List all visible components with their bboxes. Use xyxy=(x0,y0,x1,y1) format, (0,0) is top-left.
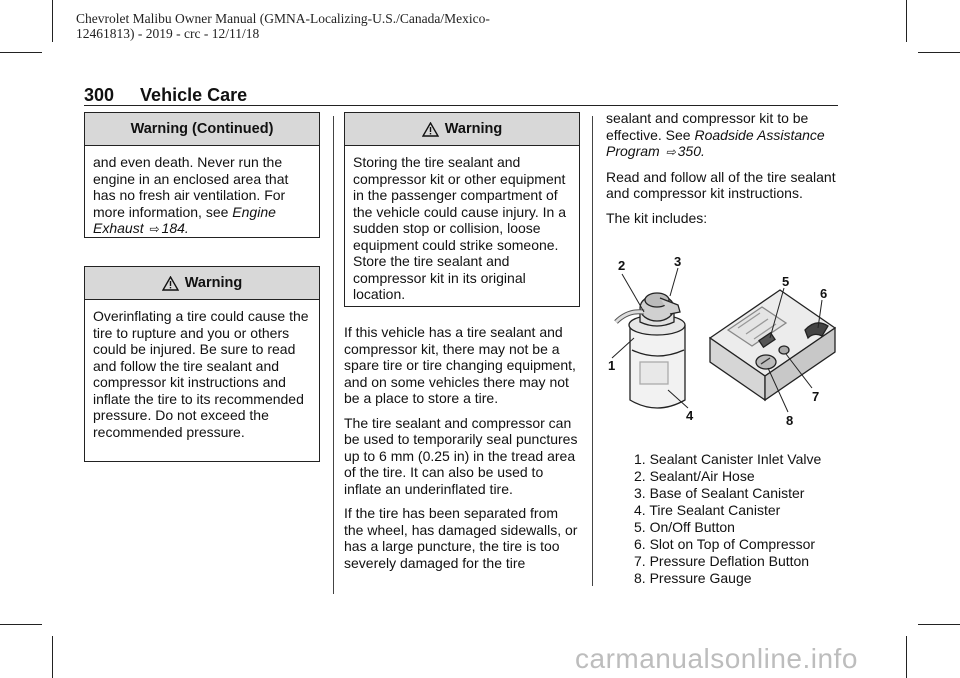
paragraph-text: sealant and compressor kit to be effective. See xyxy=(606,110,809,143)
callout-2: 2 xyxy=(618,258,626,273)
crop-mark xyxy=(0,624,42,625)
paragraph: The tire sealant and compressor can be used to temporarily seal punctures up to 6 mm (0.25 in) in the tread area of the tire. It can also be used to inflate an underinflated tire. xyxy=(344,414,578,497)
warning-continued-text: and even death. Never run the engine in an enclosed area that has no fresh air ventilation. For more information, see xyxy=(93,154,289,220)
storage-warning-title xyxy=(345,113,579,146)
list-item: 2. Sealant/Air Hose xyxy=(634,468,755,484)
crop-mark xyxy=(918,52,960,53)
callout-6: 6 xyxy=(820,286,828,301)
paragraph: If this vehicle has a tire sealant and compressor kit, there may not be a spare tire or tire changing equipment, and on some vehicles there may not be a place to store a tire. xyxy=(344,324,576,406)
meta-line-1: Chevrolet Malibu Owner Manual (GMNA-Localizing-U.S./Canada/Mexico- xyxy=(76,11,490,26)
crop-mark xyxy=(918,624,960,625)
warning-triangle-icon xyxy=(422,122,439,137)
crop-mark xyxy=(52,636,53,678)
storage-warning-body: Storing the tire sealant and compressor kit or other equipment in the passenger compartment of the vehicle could cause injury. In a sudden stop or collision, loose equipment could strike someone. Store the tire sealant and compressor kit in its original location. xyxy=(353,154,566,302)
list-item: 8. Pressure Gauge xyxy=(634,570,752,586)
roadside-assistance-link[interactable]: Roadside Assistance Program xyxy=(606,126,825,159)
warning-label: Warning xyxy=(184,275,243,291)
callout-3: 3 xyxy=(674,254,682,269)
crop-mark xyxy=(906,636,907,678)
list-item: 6. Slot on Top of Compressor xyxy=(634,536,816,552)
roadside-assistance-page[interactable]: 350. xyxy=(677,143,705,159)
warning-continued-body xyxy=(85,146,319,246)
callout-8: 8 xyxy=(786,413,794,428)
document-meta xyxy=(76,11,490,41)
crop-mark xyxy=(906,0,907,42)
list-item: 4. Tire Sealant Canister xyxy=(634,502,781,518)
callout-5: 5 xyxy=(782,274,790,289)
callout-1: 1 xyxy=(608,358,616,373)
list-item: 3. Base of Sealant Canister xyxy=(634,485,805,501)
section-title: Vehicle Care xyxy=(140,85,248,105)
paragraph: If the tire has been separated from the wheel, has damaged sidewalls, or has a large puncture, the tire is too severely damaged for the tire xyxy=(344,505,578,571)
callout-4: 4 xyxy=(686,408,694,423)
engine-exhaust-page[interactable]: 184. xyxy=(161,220,189,236)
warning-triangle-icon xyxy=(162,276,179,291)
overinflation-warning-box xyxy=(84,266,320,462)
paragraph xyxy=(606,110,838,161)
meta-line-2: 12461813) - 2019 - crc - 12/11/18 xyxy=(76,26,260,41)
callout-7: 7 xyxy=(812,389,820,404)
middle-column-text xyxy=(344,324,580,579)
page-number: 300 xyxy=(84,85,115,105)
page-heading xyxy=(84,85,247,106)
right-column-text xyxy=(606,110,838,234)
crop-mark xyxy=(52,0,53,42)
page-reference-arrow-icon: ⇨ xyxy=(665,145,676,159)
storage-warning-box xyxy=(344,112,580,307)
engine-exhaust-link[interactable]: Engine Exhaust xyxy=(93,203,276,236)
column-divider xyxy=(333,116,334,594)
warning-label: Warning xyxy=(444,121,503,137)
page-reference-arrow-icon: ⇨ xyxy=(149,222,160,236)
overinflation-warning-title xyxy=(85,267,319,300)
sealant-kit-illustration xyxy=(600,250,840,435)
sealant-canister-icon xyxy=(616,293,685,408)
heading-rule xyxy=(84,105,838,106)
paragraph: The kit includes: xyxy=(606,209,708,226)
kit-legend-list xyxy=(634,451,821,587)
paragraph: Read and follow all of the tire sealant and compressor kit instructions. xyxy=(606,168,836,201)
watermark: carmanualsonline.info xyxy=(575,643,858,674)
list-item: 7. Pressure Deflation Button xyxy=(634,553,810,569)
list-item: 1. Sealant Canister Inlet Valve xyxy=(634,451,822,467)
compressor-icon xyxy=(710,290,835,400)
overinflation-warning-body: Overinflating a tire could cause the tire to rupture and you or others could be injured. Be sure to read and follow the tire sealant and compressor kit instructions and inflate the tire to its recommended pressure. Do not exceed the recommended pressure. xyxy=(93,308,309,440)
list-item: 5. On/Off Button xyxy=(634,519,735,535)
warning-continued-title: Warning (Continued) xyxy=(85,113,319,146)
column-divider xyxy=(592,116,593,586)
crop-mark xyxy=(0,52,42,53)
warning-continued-box xyxy=(84,112,320,238)
